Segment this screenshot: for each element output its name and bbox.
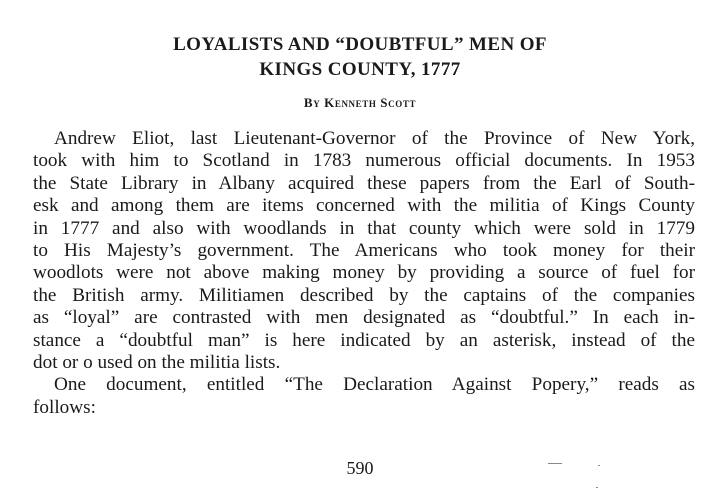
text-line: follows:: [33, 396, 96, 418]
page-number: 590: [346, 458, 374, 478]
author-byline: By Kenneth Scott: [303, 95, 417, 110]
text-line: woodlots were not above making money by providing a source of fuel for: [33, 262, 695, 284]
article-title-line-1: LOYALISTS AND “DOUBTFUL” MEN OF: [173, 34, 547, 55]
text-line: the State Library in Albany acquired these papers from the Earl of South-: [33, 172, 695, 194]
scan-speck: [598, 465, 600, 466]
text-line: stance a “doubtful man” is here indicated by an asterisk, instead of the: [33, 329, 695, 351]
text-line: to His Majesty’s government. The Americans who took money for their: [33, 240, 695, 262]
article-title-line-2: KINGS COUNTY, 1777: [259, 59, 461, 80]
text-line: esk and among them are items concerned with the militia of Kings County: [33, 195, 695, 217]
text-line: the British army. Militiamen described by the captains of the companies: [33, 284, 695, 306]
paragraph-1: [33, 128, 695, 374]
text-line: as “loyal” are contrasted with men designated as “doubtful.” In each in-: [33, 307, 695, 329]
text-line: in 1777 and also with woodlands in that county which were sold in 1779: [33, 217, 695, 239]
text-line: One document, entitled “The Declaration Against Popery,” reads as: [54, 374, 695, 396]
text-line: dot or o used on the militia lists.: [33, 352, 281, 374]
scan-speck: [548, 463, 562, 464]
text-line: took with him to Scotland in 1783 numerous official documents. In 1953: [33, 150, 695, 172]
text-line: Andrew Eliot, last Lieutenant-Governor of the Province of New York,: [54, 128, 695, 149]
scan-speck: [596, 487, 598, 488]
paragraph-2: [33, 374, 695, 419]
article-body: [33, 128, 695, 419]
